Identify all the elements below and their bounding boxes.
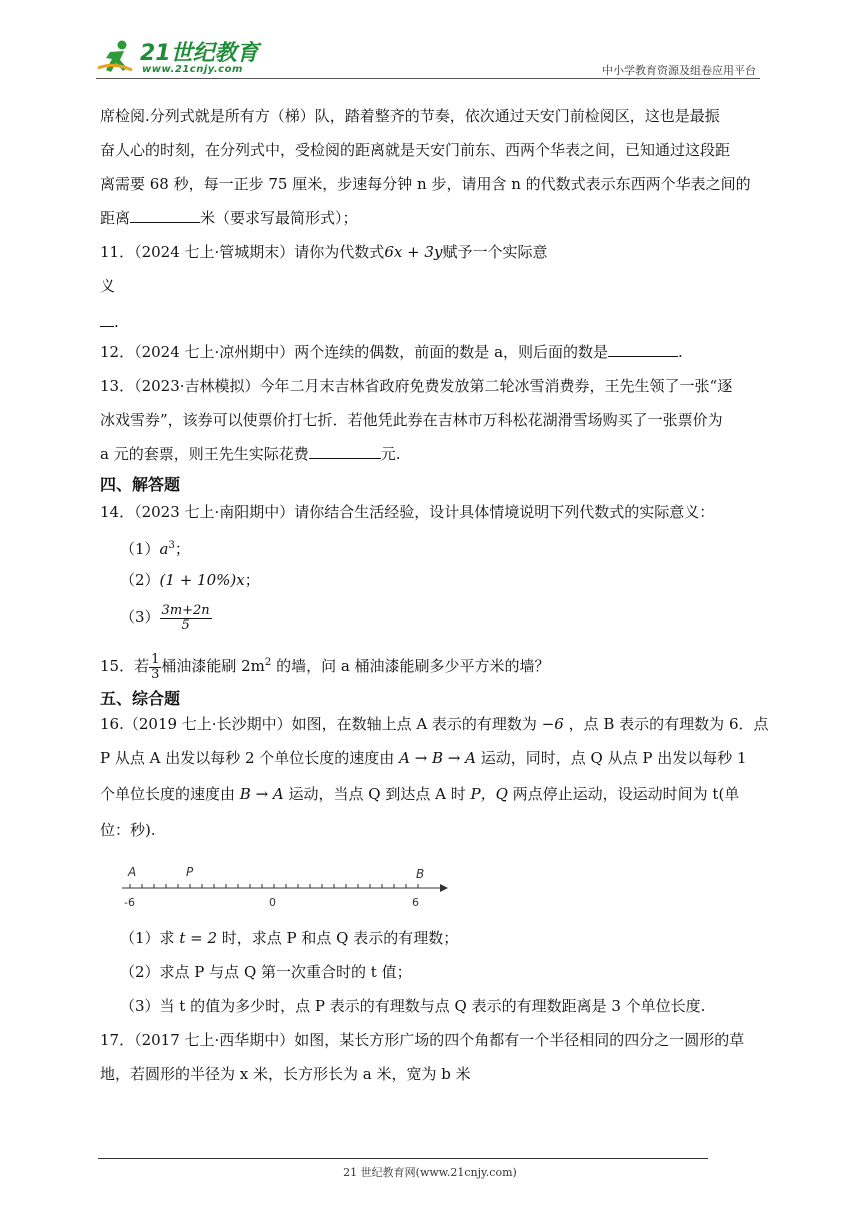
q17-line-1: 17．（2017 七上·西华期中）如图，某长方形广场的四个角都有一个半径相同的四分之一圆形的草	[100, 1031, 745, 1049]
q13-line-2: 冰戏雪券”，该券可以使票价打七折．若他凭此券在吉林市万科松花湖滑雪场购买了一张票价为	[100, 411, 723, 429]
q14-part-2	[120, 570, 260, 590]
q14-p3-num: 3m+2n	[161, 602, 210, 618]
point-label-a: A	[128, 865, 137, 879]
q14-p3-den: 5	[181, 617, 190, 633]
number-line-ticks	[130, 884, 418, 888]
q12-stem	[100, 342, 683, 362]
q14-p1-expr: a	[159, 540, 169, 558]
q16-l1-math: −6	[541, 715, 564, 733]
q11-stem	[100, 242, 547, 262]
q11-text-d: .	[114, 313, 119, 331]
answer-blank	[608, 342, 678, 357]
q14-p2-end: ；	[244, 571, 260, 589]
q14-p2-label: （2）	[120, 571, 160, 589]
q16-part-1	[120, 928, 458, 948]
q16-part-2: （2）求点 P 与点 Q 第一次重合时的 t 值；	[120, 963, 412, 981]
q14-p3-label: （3）	[120, 608, 160, 626]
logo-text: 21世纪教育	[140, 41, 259, 66]
q10-line-4	[100, 208, 358, 228]
q16-p1-math: t = 2	[179, 929, 217, 947]
q15-text-b: 桶油漆能刷 2m	[161, 657, 265, 675]
q10-text-a: 距离	[100, 209, 131, 227]
q13-text-b: 元.	[380, 445, 401, 463]
arrow-head-icon	[440, 884, 448, 892]
platform-name: 中小学教育资源及组卷应用平台	[602, 64, 756, 77]
q15-num: 1	[151, 651, 160, 667]
q10-text-b: 米（要求写最简形式）；	[200, 209, 358, 227]
q11-answer-line	[100, 312, 119, 332]
q14-p1-end: ；	[174, 540, 190, 558]
logo-url: www.21cnjy.com	[142, 64, 243, 75]
q15-fraction	[149, 653, 161, 682]
q15-text-a: 15．若	[100, 657, 150, 675]
q16-line-2	[100, 748, 747, 768]
q16-part-3: （3）当 t 的值为多少时，点 P 表示的有理数与点 Q 表示的有理数距离是 3 个单位长度.	[120, 997, 706, 1015]
answer-blank	[130, 208, 200, 223]
q15-sup: 2	[264, 657, 272, 668]
tick-label-mid: 0	[269, 896, 276, 909]
q16-l1-a: 16.（2019 七上·长沙期中）如图，在数轴上点 A 表示的有理数为	[100, 715, 542, 733]
q11-text-a: 11．（2024 七上·管城期末）请你为代数式	[100, 243, 385, 261]
q16-l2-math: A → B → A	[399, 749, 476, 767]
point-label-b: B	[416, 867, 425, 881]
footer-rule	[98, 1158, 708, 1159]
q16-p1-b: 时，求点 P 和点 Q 表示的有理数；	[217, 929, 459, 947]
q15-stem	[100, 648, 550, 682]
q16-l3-math: B → A	[239, 785, 284, 803]
q10-line-3: 离需要 68 秒，每一正步 75 厘米，步速每分钟 n 步，请用含 n 的代数式表示东西两个华表之间的	[100, 175, 751, 193]
q16-p1-a: （1）求	[120, 929, 180, 947]
q15-den: 3	[151, 666, 160, 682]
q16-line-1	[100, 714, 768, 734]
q14-p1-label: （1）	[120, 540, 160, 558]
q16-l3-c: 两点停止运动，设运动时间为 t(单	[507, 785, 740, 803]
q16-line-3	[100, 784, 739, 804]
q14-part-3	[120, 602, 212, 633]
header-logo	[96, 36, 266, 80]
q14-stem: 14．（2023 七上·南阳期中）请你结合生活经验，设计具体情境说明下列代数式的实际意义：	[100, 503, 715, 521]
section-heading-4: 四、解答题	[100, 475, 181, 494]
section-heading-5: 五、综合题	[100, 689, 181, 708]
q12-text-b: .	[678, 343, 683, 361]
answer-blank	[100, 312, 114, 327]
tick-label-right: 6	[412, 896, 419, 909]
q11-text-b: 赋予一个实际意	[442, 243, 548, 261]
q16-line-4: 位：秒).	[100, 821, 156, 839]
q16-l1-b: ，点 B 表示的有理数为 6．点	[563, 715, 769, 733]
q11-text-c: 义	[100, 277, 116, 295]
q13-line-3	[100, 444, 401, 464]
q13-text-a: a 元的套票，则王先生实际花费	[100, 445, 309, 463]
number-line-figure	[112, 860, 452, 910]
answer-blank	[309, 444, 381, 459]
footer-text: 21 世纪教育网(www.21cnjy.com)	[343, 1166, 517, 1179]
q14-p3-fraction	[160, 604, 212, 633]
q10-line-1: 席检阅.分列式就是所有方（梯）队，踏着整齐的节奏，依次通过天安门前检阅区，这也是最振	[100, 107, 720, 125]
q10-line-2: 奋人心的时刻，在分列式中，受检阅的距离就是天安门前东、西两个华表之间，已知通过这段距	[100, 141, 731, 159]
q16-l3-math2: P，Q	[470, 785, 508, 803]
q11-expression: 6x + 3y	[384, 243, 443, 261]
q14-part-1	[120, 536, 190, 559]
q14-p1-exp: 3	[168, 540, 175, 551]
q13-line-1: 13．（2023·吉林模拟）今年二月末吉林省政府免费发放第二轮冰雪消费券，王先生领了一张“逐	[100, 377, 733, 395]
q12-text-a: 12．（2024 七上·凉州期中）两个连续的偶数，前面的数是 a，则后面的数是	[100, 343, 609, 361]
point-label-p: P	[186, 865, 194, 879]
q14-p2-expr: (1 + 10%)x	[159, 571, 245, 589]
q17-line-2: 地，若圆形的半径为 x 米，长方形长为 a 米，宽为 b 米	[100, 1065, 471, 1083]
q16-l3-b: 运动，当点 Q 到达点 A 时	[283, 785, 471, 803]
q16-l2-a: P 从点 A 出发以每秒 2 个单位长度的速度由	[100, 749, 400, 767]
runner-logo-icon	[96, 38, 136, 78]
q15-text-c: 的墙，问 a 桶油漆能刷多少平方米的墙？	[271, 657, 550, 675]
q16-l3-a: 个单位长度的速度由	[100, 785, 240, 803]
q16-l2-b: 运动，同时，点 Q 从点 P 出发以每秒 1	[476, 749, 747, 767]
header-rule	[96, 78, 760, 79]
tick-label-left: -6	[124, 896, 135, 909]
